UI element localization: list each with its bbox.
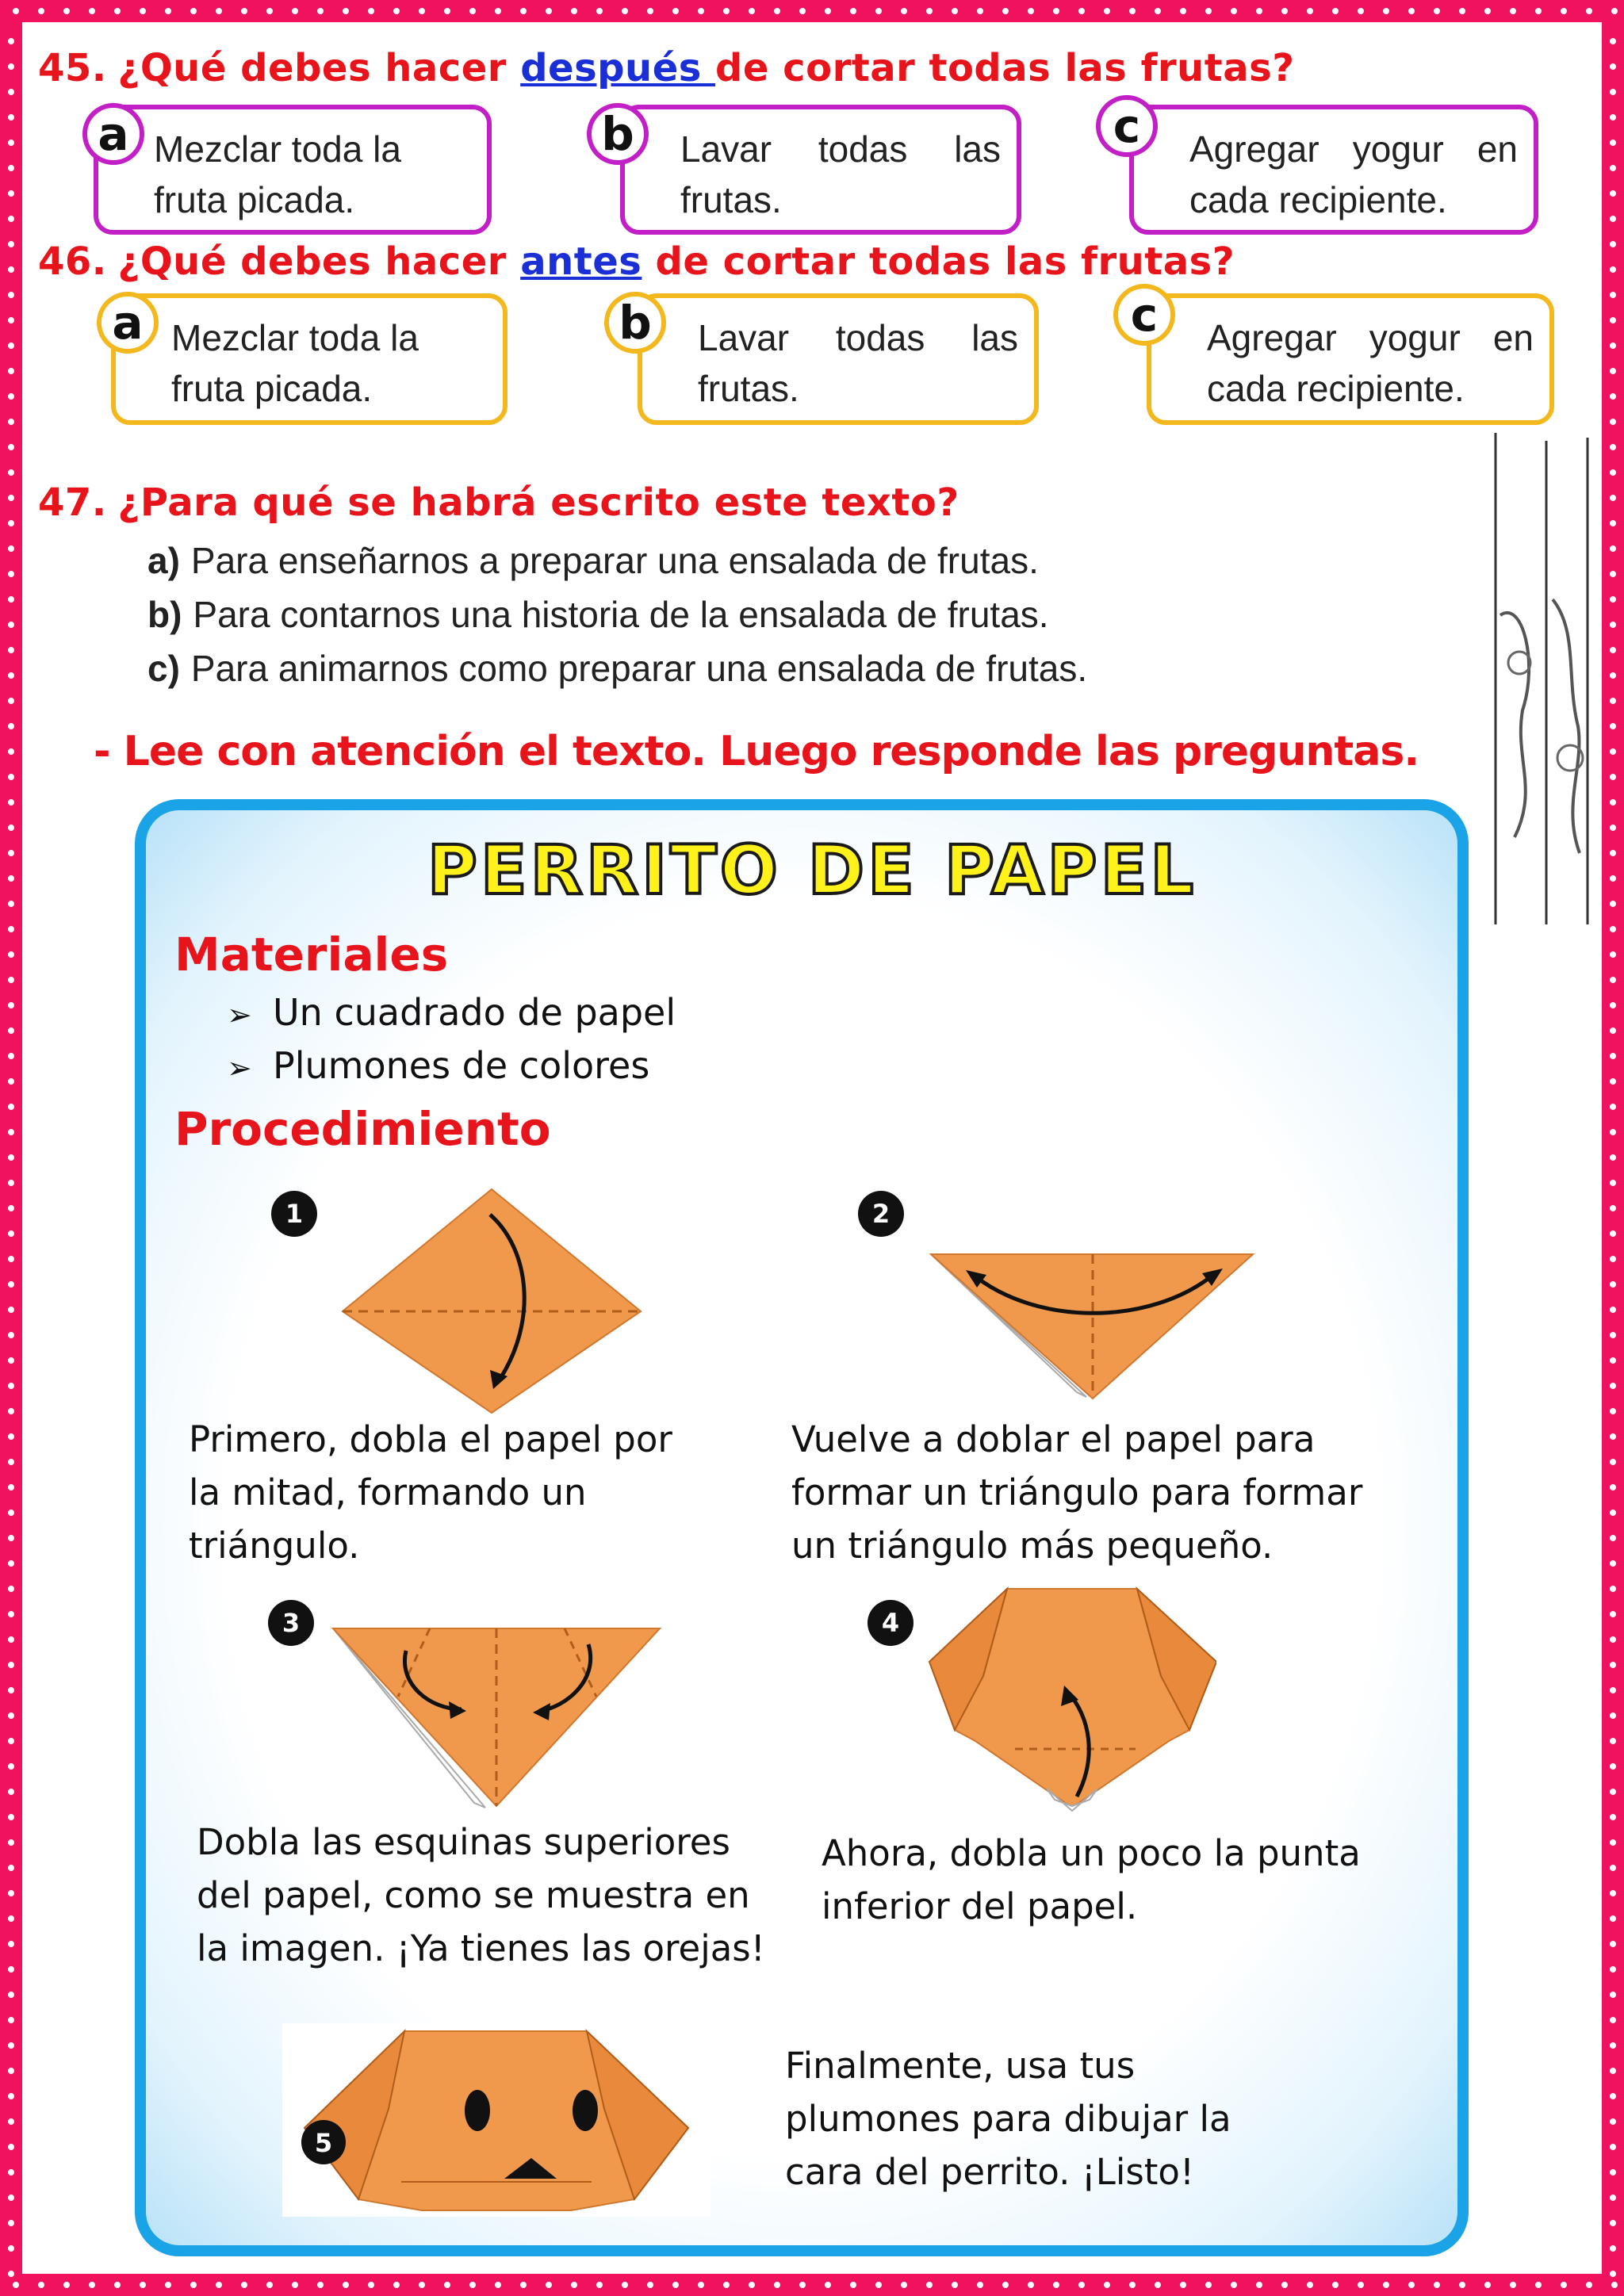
answer-b[interactable] [147, 593, 1049, 636]
option-46-c[interactable] [1130, 288, 1554, 425]
question-text-start: ¿Qué debes hacer [117, 239, 521, 284]
question-keyword: antes [520, 239, 642, 284]
option-letter-badge: a [82, 103, 144, 165]
fold-step-3-illustration [327, 1621, 666, 1811]
answer-letter: b) [147, 594, 182, 635]
question-46 [38, 239, 1235, 284]
option-letter-badge: a [97, 292, 159, 354]
option-text: Mezclar toda la fruta picada. [171, 317, 419, 409]
step-number-badge: 1 [271, 1191, 317, 1237]
step-text: Vuelve a doblar el papel para formar un triángulo para formar un triángulo más pequeño. [791, 1418, 1363, 1567]
step-text: Finalmente, usa tus plumones para dibujar la cara del perrito. ¡Listo! [785, 2045, 1231, 2193]
option-45-b[interactable] [601, 105, 1021, 235]
option-45-c[interactable] [1113, 99, 1538, 235]
step-text: Dobla las esquinas superiores del papel, como se muestra en la imagen. ¡Ya tienes las orejas! [197, 1821, 765, 1969]
question-number: 46. [38, 239, 107, 284]
option-text: Lavar todas las frutas. [680, 128, 1001, 220]
option-text: Agregar yogur en cada recipiente. [1207, 317, 1534, 409]
reading-instruction: - Lee con atención el texto. Luego responde las preguntas. [94, 728, 1419, 775]
fold-step-4-illustration [928, 1582, 1216, 1812]
option-letter-badge: b [604, 292, 666, 354]
step-text: Ahora, dobla un poco la punta inferior del papel. [822, 1832, 1361, 1927]
step-number-text: 5 [314, 2128, 333, 2158]
option-46-a[interactable] [111, 293, 508, 425]
answer-a[interactable] [147, 539, 1039, 582]
option-letter-badge: c [1113, 284, 1175, 346]
card-title: PERRITO DE PAPEL [427, 831, 1197, 910]
question-45 [38, 46, 1295, 90]
option-text: Agregar yogur en cada recipiente. [1189, 128, 1518, 220]
step-number-badge: 3 [268, 1600, 314, 1646]
answer-text: Para animarnos como preparar una ensalada de frutas. [190, 648, 1088, 689]
option-45-a[interactable] [94, 105, 492, 235]
answer-letter: a) [147, 540, 180, 581]
question-number: 47. [38, 480, 107, 525]
step-text: Primero, dobla el papel por la mitad, formando un triángulo. [189, 1418, 672, 1567]
fold-step-1-illustration [339, 1186, 644, 1416]
answer-text: Para contarnos una historia de la ensalada de frutas. [193, 594, 1049, 635]
option-46-b[interactable] [619, 293, 1039, 425]
answer-text: Para enseñarnos a preparar una ensalada de frutas. [190, 540, 1039, 581]
option-text: Lavar todas las frutas. [698, 317, 1018, 409]
question-text-start: ¿Qué debes hacer [117, 46, 521, 90]
material-text: Plumones de colores [273, 1044, 650, 1087]
arrow-bullet-icon: ➢ [227, 997, 252, 1032]
fold-step-5-illustration [282, 2023, 710, 2217]
question-number: 45. [38, 46, 107, 90]
material-text: Un cuadrado de papel [273, 991, 676, 1034]
arrow-bullet-icon: ➢ [227, 1050, 252, 1085]
step-number-badge: 2 [858, 1191, 904, 1237]
question-text: ¿Para qué se habrá escrito este texto? [117, 480, 959, 525]
material-item [227, 991, 676, 1034]
step-number-badge: 4 [868, 1600, 914, 1646]
material-item [227, 1044, 649, 1087]
option-text: Mezclar toda la fruta picada. [154, 128, 401, 220]
materials-heading: Materiales [174, 928, 449, 982]
option-letter-badge: c [1096, 95, 1158, 157]
answer-letter: c) [147, 648, 180, 689]
question-keyword: después [520, 46, 716, 90]
procedure-heading: Procedimiento [174, 1102, 551, 1156]
question-text-end: de cortar todas las frutas? [642, 239, 1235, 284]
answer-c[interactable] [147, 647, 1087, 690]
question-47 [38, 480, 959, 525]
fold-step-2-illustration [928, 1246, 1256, 1402]
question-text-end: de cortar todas las frutas? [715, 46, 1295, 90]
option-letter-badge: b [587, 103, 649, 165]
